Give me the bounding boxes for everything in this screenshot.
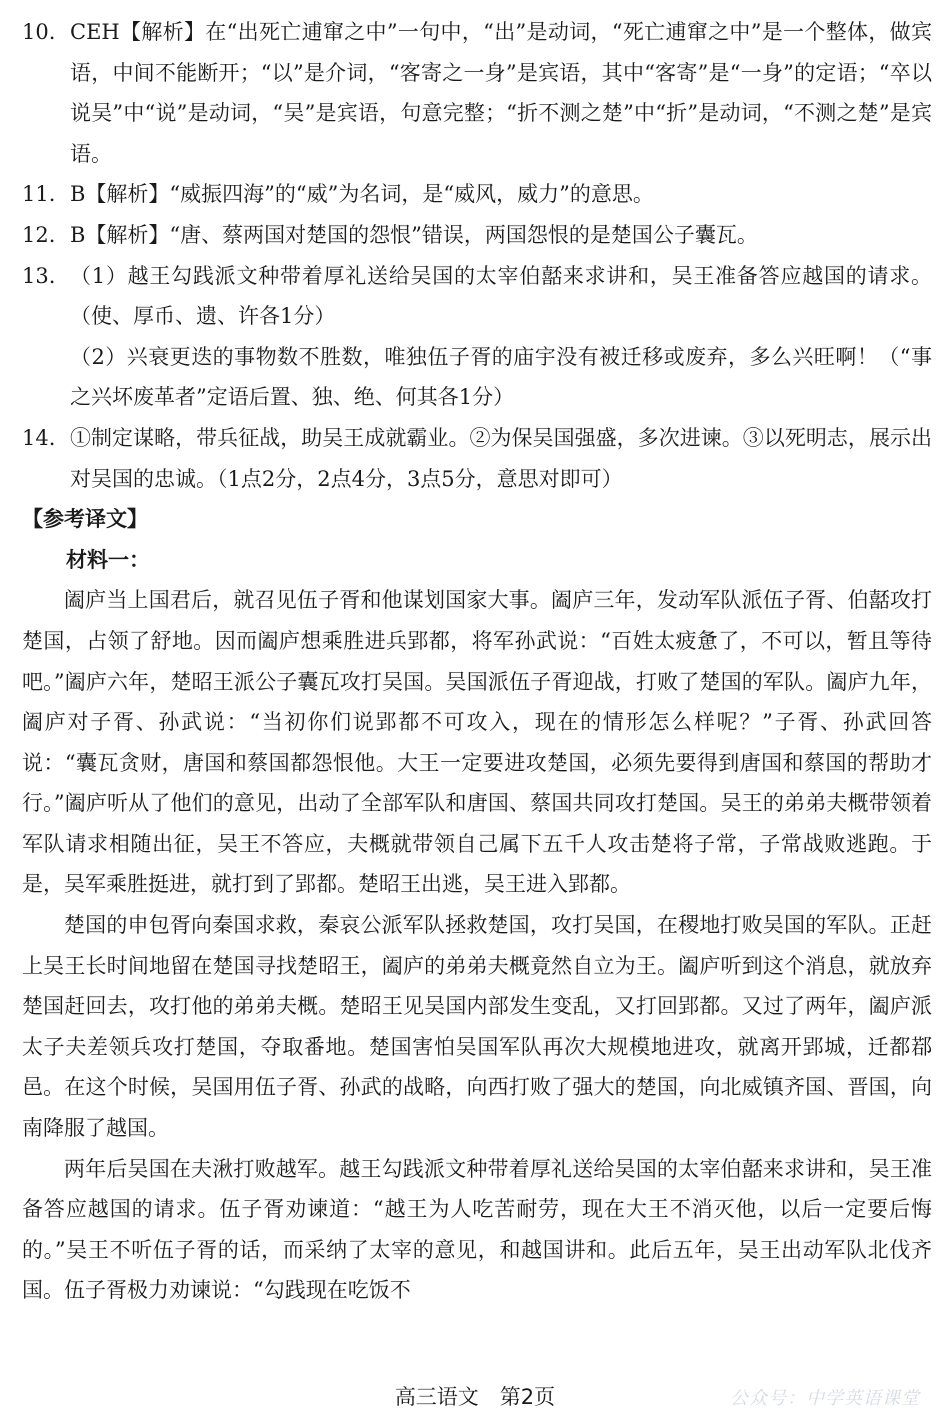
answer-page	[22, 12, 932, 1311]
answer-number: 13.	[22, 263, 56, 288]
translation-paragraph-2: 楚国的申包胥向秦国求救，秦哀公派军队拯救楚国，攻打吴国，在稷地打败吴国的军队。正赶上吴王长时间地留在楚国寻找楚昭王，阖庐的弟弟夫概竟然自立为王。阖庐听到这个消息，就放弃楚国赶回去，攻打他的弟弟夫概。楚昭王见吴国内部发生变乱，又打回郢都。又过了两年，阖庐派太子夫差领兵攻打楚国，夺取番地。楚国害怕吴国军队再次大规模地进攻，就离开郢城，迁都鄀邑。在这个时候，吴国用伍子胥、孙武的战略，向西打败了强大的楚国，向北威镇齐国、晋国，向南降服了越国。	[22, 913, 932, 1141]
answer-item-14	[22, 418, 932, 499]
answer-item-13	[22, 256, 932, 418]
answer-text: CEH【解析】在“出死亡逋窜之中”一句中，“出”是动词，“死亡逋窜之中”是一个整体，做宾语，中间不能断开；“以”是介词，“客寄之一身”是宾语，其中“客寄”是“一身”的定语；“卒以说吴”中“说”是动词，“吴”是宾语，句意完整；“折不测之楚”中“折”是动词，“不测之楚”是宾语。	[70, 20, 932, 166]
answer-number: 10.	[22, 20, 56, 44]
answer-item-12	[22, 215, 932, 256]
answer-item-11	[22, 174, 932, 215]
answer-text: B【解析】“唐、蔡两国对楚国的怨恨”错误，两国怨恨的是楚国公子囊瓦。	[70, 222, 758, 247]
answer-part-1: （1）越王勾践派文种带着厚礼送给吴国的太宰伯嚭来求讲和，吴王准备答应越国的请求。（使、厚币、遗、许各1分）	[70, 263, 932, 329]
material-heading: 材料一：	[66, 546, 150, 572]
answer-number: 11.	[22, 182, 56, 207]
answer-part-2: （2）兴衰更迭的事物数不胜数，唯独伍子胥的庙宇没有被迁移或废弃，多么兴旺啊！（“事之兴坏废革者”定语后置、独、绝、何其各1分）	[70, 344, 932, 410]
watermark: 公众号：中学英语课堂	[730, 1388, 920, 1409]
answer-text: ①制定谋略，带兵征战，助吴王成就霸业。②为保吴国强盛，多次进谏。③以死明志，展示出对吴国的忠诚。（1点2分，2点4分，3点5分，意思对即可）	[70, 425, 932, 491]
translation-paragraph-1: 阖庐当上国君后，就召见伍子胥和他谋划国家大事。阖庐三年，发动军队派伍子胥、伯嚭攻打楚国，占领了舒地。因而阖庐想乘胜进兵郢都，将军孙武说：“百姓太疲惫了，不可以，暂且等待吧。”阖庐六年，楚昭王派公子囊瓦攻打吴国。吴国派伍子胥迎战，打败了楚国的军队。阖庐九年，阖庐对子胥、孙武说：“当初你们说郢都不可攻入，现在的情形怎么样呢？”子胥、孙武回答说：“囊瓦贪财，唐国和蔡国都怨恨他。大王一定要进攻楚国，必须先要得到唐国和蔡国的帮助才行。”阖庐听从了他们的意见，出动了全部军队和唐国、蔡国共同攻打楚国。吴王的弟弟夫概带领着军队请求相随出征，吴王不答应，夫概就带领自己属下五千人攻击楚将子常，子常战败逃跑。于是，吴军乘胜挺进，就打到了郢都。楚昭王出逃，吴王进入郢都。	[22, 588, 932, 897]
answer-text: B【解析】“威振四海”的“威”为名词，是“威风，威力”的意思。	[70, 182, 654, 207]
translation-title: 【参考译文】	[22, 506, 148, 532]
answer-item-10	[22, 12, 932, 174]
answer-parts	[70, 256, 932, 418]
answer-number: 12.	[22, 222, 56, 247]
page-footer: 高三语文 第2页	[394, 1385, 556, 1409]
translation-paragraph-3: 两年后吴国在夫湫打败越军。越王勾践派文种带着厚礼送给吴国的太宰伯嚭来求讲和，吴王准备答应越国的请求。伍子胥劝谏道：“越王为人吃苦耐劳，现在大王不消灭他，以后一定要后悔的。”吴王不听伍子胥的话，而采纳了太宰的意见，和越国讲和。此后五年，吴王出动军队北伐齐国。伍子胥极力劝谏说：“勾践现在吃饭不	[22, 1156, 932, 1303]
answer-number: 14.	[22, 425, 56, 450]
